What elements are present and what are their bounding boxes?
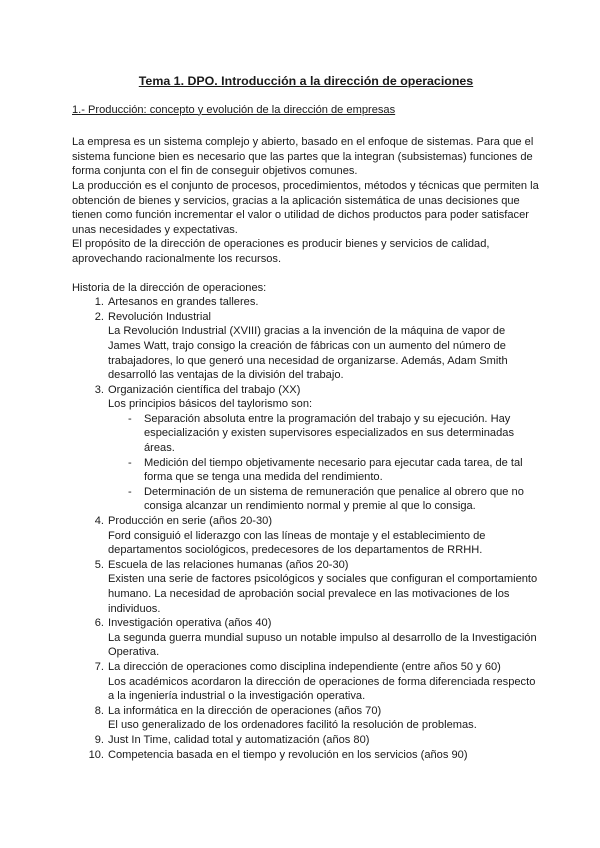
list-item-title: Investigación operativa (años 40) xyxy=(108,617,272,630)
list-item-number: 5. xyxy=(94,558,104,571)
list-item xyxy=(72,704,540,733)
list-item-description: La segunda guerra mundial supuso un notable impulso al desarrollo de la Investigación Operativa. xyxy=(108,631,537,659)
list-item-title: Revolución Industrial xyxy=(108,310,211,323)
list-item-number: 2. xyxy=(94,310,104,323)
list-item-number: 8. xyxy=(94,704,104,717)
list-item-number: 7. xyxy=(94,660,104,673)
bullet-text: Medición del tiempo objetivamente necesario para ejecutar cada tarea, de tal forma que se tenga una medida del rendimiento. xyxy=(144,456,523,484)
list-item-description: La Revolución Industrial (XVIII) gracias a la invención de la máquina de vapor de James Watt, trajo consigo la creación de fábricas con un aumento del número de trabajadores, lo que generó una necesidad de organizarse. Además, Adam Smith desarrolló las ventajas de la división del trabajo. xyxy=(108,325,508,382)
list-item xyxy=(72,660,540,704)
list-item-number: 4. xyxy=(94,515,104,528)
bullet-marker: - xyxy=(128,412,132,425)
list-item-title: La dirección de operaciones como disciplina independiente (entre años 50 y 60) xyxy=(108,660,501,673)
list-item-description: Existen una serie de factores psicológicos y sociales que configuran el comportamiento humano. La necesidad de aprobación social prevalece en las motivaciones de los individuos. xyxy=(108,573,538,615)
list-item-title: Artesanos en grandes talleres. xyxy=(108,296,259,309)
intro-paragraph-3: El propósito de la dirección de operaciones es producir bienes y servicios de calidad, aprovechando racionalmente los recursos. xyxy=(72,238,490,265)
history-list xyxy=(72,295,540,762)
list-item-title: Just In Time, calidad total y automatización (años 80) xyxy=(108,733,370,746)
bullet-marker: - xyxy=(128,485,132,498)
history-heading: Historia de la dirección de operaciones: xyxy=(72,281,267,294)
bullet-item xyxy=(108,412,540,456)
list-item-title: Producción en serie (años 20-30) xyxy=(108,515,273,528)
list-item-title: La informática en la dirección de operaciones (años 70) xyxy=(108,704,382,717)
list-item xyxy=(72,295,540,310)
list-item xyxy=(72,558,540,616)
list-item-number: 6. xyxy=(94,617,104,630)
bullet-item xyxy=(108,485,540,514)
intro-paragraph-2: La producción es el conjunto de procesos, procedimientos, métodos y técnicas que permiten la obtención de bienes y servicios, gracias a la aplicación sistemática de unas decisiones que tienen como función incrementar el valor o utilidad de dichos productos para poder satisfacer unas necesidades y expectativas. xyxy=(72,179,539,236)
list-item-description: Los académicos acordaron la dirección de operaciones de forma diferenciada respecto a la ingeniería industrial o la investigación operativa. xyxy=(108,675,536,703)
list-item-number: 3. xyxy=(94,383,104,396)
list-item xyxy=(72,748,540,763)
list-item-title: Competencia basada en el tiempo y revolución en los servicios (años 90) xyxy=(108,748,468,761)
page-title: Tema 1. DPO. Introducción a la dirección de operaciones xyxy=(138,74,474,88)
list-item xyxy=(72,383,540,514)
bullet-text: Determinación de un sistema de remuneración que penalice al obrero que no consiga alcanzar un rendimiento normal y premie al que lo consiga. xyxy=(144,485,524,513)
list-item-description: Los principios básicos del taylorismo son: xyxy=(108,398,313,411)
list-item-title: Organización científica del trabajo (XX) xyxy=(108,383,301,396)
list-item-number: 1. xyxy=(94,296,104,309)
list-item-number: 10. xyxy=(88,748,104,761)
list-item-description: El uso generalizado de los ordenadores facilitó la resolución de problemas. xyxy=(108,719,477,732)
list-item-description: Ford consiguió el liderazgo con las líneas de montaje y el establecimiento de departamentos sociológicos, predecesores de los departamentos de RRHH. xyxy=(108,529,486,557)
bullet-text: Separación absoluta entre la programación del trabajo y su ejecución. Hay especialización y existen supervisores especializados en sus determinadas áreas. xyxy=(144,412,514,455)
list-item xyxy=(72,616,540,660)
paragraph-spacer xyxy=(72,267,540,281)
list-item xyxy=(72,514,540,558)
taylor-principles-list xyxy=(108,412,540,514)
list-item xyxy=(72,733,540,748)
section-heading: 1.- Producción: concepto y evolución de la dirección de empresas xyxy=(72,103,396,116)
intro-paragraph-1: La empresa es un sistema complejo y abierto, basado en el enfoque de sistemas. Para que el sistema funcione bien es necesario que las partes que la integran (subsistemas) funciones de forma conjunta con el fin de conseguir objetivos comunes. xyxy=(72,136,534,178)
bullet-marker: - xyxy=(128,456,132,469)
list-item-number: 9. xyxy=(94,733,104,746)
bullet-item xyxy=(108,456,540,485)
list-item xyxy=(72,310,540,383)
list-item-title: Escuela de las relaciones humanas (años 20-30) xyxy=(108,558,349,571)
